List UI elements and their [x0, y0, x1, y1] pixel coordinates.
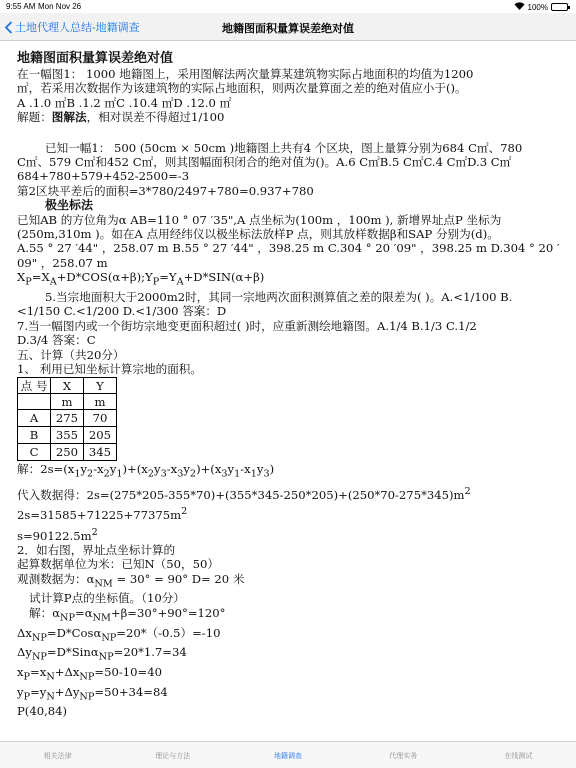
calc2-sol2: $\Delta x_{NP}=D*Cos\alpha_{NP}=20*(-0.5)=-10$ [17, 625, 221, 643]
article-content [17, 50, 562, 740]
table-row [18, 427, 117, 444]
tab-agency-practice[interactable]: 代理实务 [389, 753, 418, 760]
q7-line1: 7.当一幅图内或一个街坊宗地变更面积超过( )时，应重新测绘地籍图。A.1/4 B.1/3 C.1/2 [17, 318, 477, 333]
calc2-line1: 起算数据单位为米：已知N（50，50） [17, 557, 219, 572]
battery-percent: 100% [527, 2, 548, 12]
q7-line2: D.3/4 答案：C [17, 333, 96, 348]
q1-line2: ㎡，若采用次数据作为该建筑物的实际占地面积，则两次量算面之差的绝对值应小于()。 [17, 81, 467, 96]
calc2-sol1: 解：$\alpha_{NP}=\alpha_{NM}+\beta=30^\circ+90^\circ=120^\circ$ [29, 605, 226, 624]
back-label: 土地代理人总结-地籍调查 [15, 22, 140, 34]
calc2-final: P(40,84) [17, 704, 68, 719]
table-unit-cell: m [84, 394, 117, 410]
page-title: 地籍图面积量算误差绝对值 [222, 23, 354, 35]
section5-title: 五、计算（共20分） [17, 347, 125, 362]
wifi-icon [514, 2, 525, 12]
table-header-row [18, 378, 117, 394]
table-cell: C [18, 444, 51, 461]
q2-line2: C㎡、579 C㎡和452 C㎡，则其图幅面积闭合的绝对值为()。A.6 C㎡B.5 C㎡C.4 C㎡D.3 C㎡ [17, 155, 512, 170]
calc1-result2: $s=90122.5m^2$ [17, 526, 98, 543]
table-unit-cell: m [51, 394, 84, 410]
q1-options: A .1.0 ㎡B .1.2 ㎡C .10.4 ㎡D .12.0 ㎡ [17, 95, 232, 110]
q2-line3: 684+780+579+452-2500=-3 [17, 169, 190, 184]
table-header-cell: Y [84, 378, 117, 394]
table-cell: 205 [84, 427, 117, 444]
tab-bar [0, 741, 576, 768]
calc2-line2: 观测数据为：$\alpha_{NM} = 30^\circ = 90^\circ$ D= 20 米 [17, 571, 245, 590]
q5-line2: <1/150 C.<1/200 D.<1/300 答案：D [17, 304, 227, 319]
tab-cadastral-survey[interactable]: 地籍调查 [274, 753, 302, 760]
calc1-title: 1、 利用已知坐标计算宗地的面积。 [17, 362, 202, 377]
article-title: 地籍图面积量算误差绝对值 [17, 51, 174, 66]
table-row [18, 444, 117, 461]
q3-line3: A.55 ° 27 ′44" ，258.07 m B.55 ° 27 ′44" ，398.25 m C.304 ° 20 ′09" ，398.25 m D.304 ° 20 ′ [17, 241, 560, 256]
q2-line4: 第2区块平差后的面积=3*780/2497+780=0.937+780 [17, 183, 314, 198]
q3-line4: 09" ，258.07 m [17, 255, 108, 270]
table-cell: 275 [51, 410, 84, 427]
q1-answer-rest: ，相对误差不得超过1/100 [86, 110, 225, 125]
table-cell: A [18, 410, 51, 427]
calc2-sol4: $x_P=x_N+\Delta x_{NP}=50-10=40$ [17, 665, 162, 683]
q3-line1: 已知AB 的方位角为α AB=110 ° 07 ′35",A 点坐标为(100m ，100m ), 新增界址点P 坐标为 [17, 212, 502, 227]
status-right [514, 2, 568, 12]
calc1-solution: 解：$2s=(x_1y_2-x_2y_1)+(x_2y_3-x_3y_2)+(x_3y_1-x_1y_3)$ [17, 462, 275, 480]
q3-line2: (250m,310m )。如在A 点用经纬仪以极坐标法放样P 点，则其放样数据β和SAP 分别为(d)。 [17, 227, 499, 242]
status-bar [0, 0, 576, 13]
polar-heading: 极坐标法 [45, 198, 94, 213]
table-cell: 345 [84, 444, 117, 461]
nav-bar [0, 13, 576, 41]
q1-answer-method: 图解法 [51, 110, 87, 125]
calc2-title: 2．如右图，界址点坐标计算的 [17, 542, 176, 557]
calc2-line3: 试计算P点的坐标值。（10分） [29, 591, 185, 606]
status-time: 9:55 AM [6, 2, 36, 11]
calc1-substitution: 代入数据得：$2s=(275*205-355*70)+(355*345-250*205)+(250*70-275*345)m^2$ [17, 486, 471, 503]
tab-theory[interactable]: 理论与方法 [155, 753, 191, 760]
table-row [18, 410, 117, 427]
q2-line1: 已知一幅1： 500 (50cm × 50cm )地籍图上共有4 个区块，图上量算分别为684 C㎡、780 [45, 140, 523, 155]
calc2-sol5: $y_P=y_N+\Delta y_{NP}=50+34=84$ [17, 684, 168, 703]
tab-law[interactable]: 相关法律 [43, 753, 72, 760]
polar-formula: $X_P=X_A+D*COS(\alpha+\beta);Y_P=Y_A+D*SIN(\alpha+\beta)$ [17, 270, 265, 288]
battery-icon [551, 3, 568, 11]
tab-online-test[interactable]: 在线测试 [504, 753, 533, 760]
status-date: Mon Nov 26 [38, 2, 82, 11]
calc1-result1: $2s=31585+71225+77375m^2$ [17, 506, 188, 523]
q1-answer-prefix: 解题： [17, 110, 52, 125]
calc2-sol3: $\Delta y_{NP}=D*Sin\alpha_{NP}=20*1.7=34$ [17, 645, 187, 663]
table-unit-row [18, 394, 117, 410]
table-unit-cell [18, 394, 51, 410]
q1-answer [17, 110, 562, 124]
table-cell: 250 [51, 444, 84, 461]
coordinates-table [17, 377, 117, 461]
table-cell: 355 [51, 427, 84, 444]
q5-line1: 5.当宗地面积大于2000m2时，其同一宗地两次面积测算值之差的限差为( )。A.<1/100 B. [45, 290, 513, 304]
table-header-cell: 点 号 [18, 378, 51, 394]
table-header-cell: X [51, 378, 84, 394]
table-cell: 70 [84, 410, 117, 427]
q1-line1: 在一幅图1： 1000 地籍图上，采用图解法两次量算某建筑物实际占地面积的均值为1200 [17, 67, 474, 81]
table-cell: B [18, 427, 51, 444]
